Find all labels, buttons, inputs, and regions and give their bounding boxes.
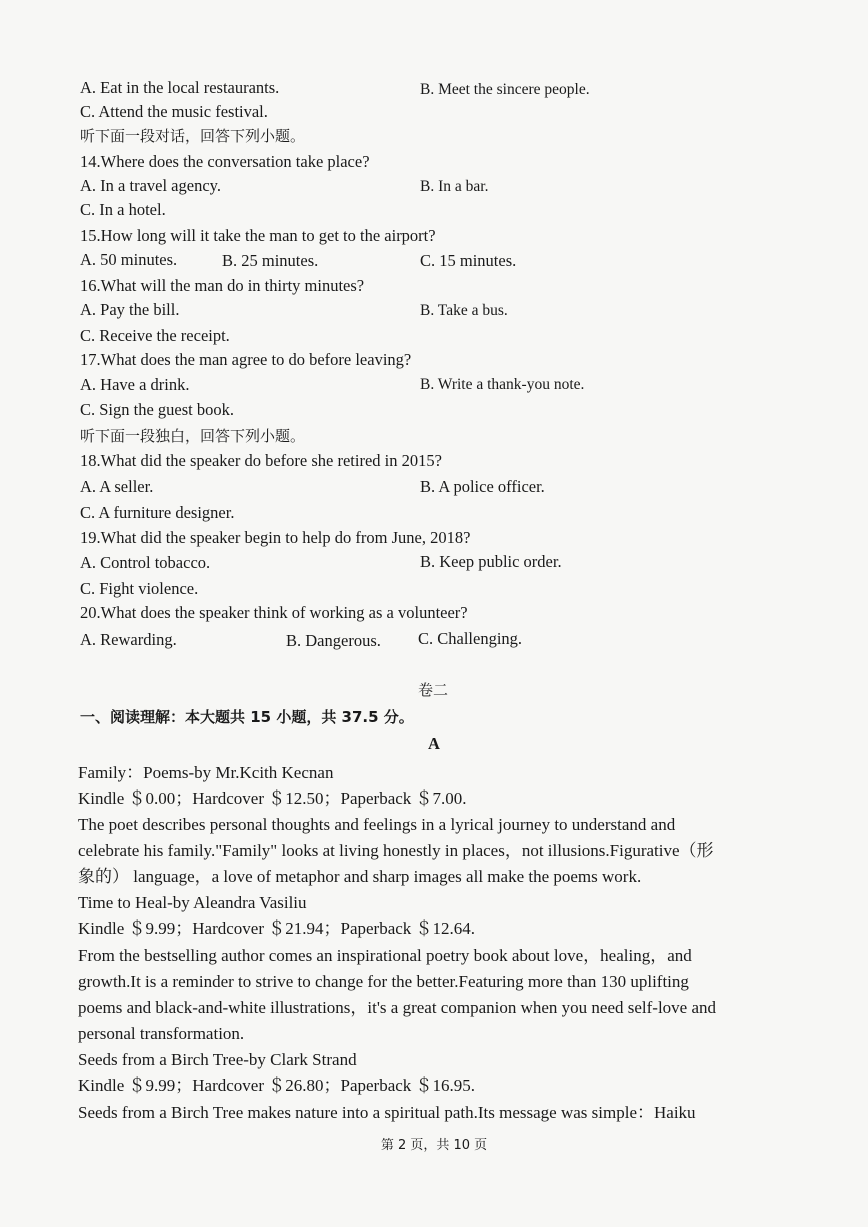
q15-option-b: B. 25 minutes. (222, 251, 319, 270)
q18-option-b: B. A police officer. (420, 477, 545, 496)
page-footer: 第 2 页，共 10 页 (380, 1138, 488, 1153)
monologue-instruction: 听下面一段独白，回答下列小题。 (80, 427, 306, 445)
q19-option-b: B. Keep public order. (420, 552, 562, 571)
book2-prices: Kindle ＄9.99；Hardcover ＄21.94；Paperback ＄12.64. (78, 919, 476, 938)
passage-letter: A (428, 734, 440, 753)
book1-prices: Kindle ＄0.00；Hardcover ＄12.50；Paperback ＄7.00. (78, 789, 467, 808)
q13-option-a: A. Eat in the local restaurants. (80, 78, 280, 97)
q15-option-c: C. 15 minutes. (420, 251, 517, 270)
book1-description-line1: The poet describes personal thoughts and feelings in a lyrical journey to understand and (78, 815, 676, 834)
book3-title: Seeds from a Birch Tree-by Clark Strand (78, 1050, 357, 1069)
q16-option-b: B. Take a bus. (420, 302, 508, 319)
reading-section-header: 一、阅读理解：本大题共 15 小题，共 37.5 分。 (80, 708, 414, 726)
q13-option-b: B. Meet the sincere people. (420, 81, 590, 98)
q16-option-a: A. Pay the bill. (80, 300, 180, 319)
q14-option-a: A. In a travel agency. (80, 176, 221, 195)
q14-option-c: C. In a hotel. (80, 200, 166, 219)
part-two-title: 卷二 (418, 681, 449, 699)
book3-description-line1: Seeds from a Birch Tree makes nature into a spiritual path.Its message was simple：Haiku (78, 1103, 696, 1122)
q14-stem: 14.Where does the conversation take place? (80, 152, 370, 171)
q14-option-b: B. In a bar. (420, 178, 489, 195)
book1-description-line3: 象的） language，a love of metaphor and sharp images all make the poems work. (78, 867, 642, 886)
q15-option-a: A. 50 minutes. (80, 250, 178, 269)
book2-description-line2: growth.It is a reminder to strive to change for the better.Featuring more than 130 uplifting (78, 972, 689, 991)
q20-option-a: A. Rewarding. (80, 630, 177, 649)
q15-stem: 15.How long will it take the man to get to the airport? (80, 226, 436, 245)
q17-option-c: C. Sign the guest book. (80, 400, 235, 419)
book2-description-line1: From the bestselling author comes an inspirational poetry book about love，healing，and (78, 946, 692, 965)
q20-stem: 20.What does the speaker think of working as a volunteer? (80, 603, 468, 622)
q19-stem: 19.What did the speaker begin to help do from June, 2018? (80, 528, 471, 547)
book2-description-line3: poems and black-and-white illustrations，it's a great companion when you need self-love and (78, 998, 717, 1017)
book2-title: Time to Heal-by Aleandra Vasiliu (78, 893, 307, 912)
q18-stem: 18.What did the speaker do before she retired in 2015? (80, 451, 442, 470)
q16-option-c: C. Receive the receipt. (80, 326, 230, 345)
q20-option-c: C. Challenging. (418, 629, 523, 648)
book1-title: Family：Poems-by Mr.Kcith Kecnan (78, 763, 334, 782)
dialog-instruction: 听下面一段对话，回答下列小题。 (80, 127, 306, 145)
book1-description-line2: celebrate his family."Family" looks at living honestly in places，not illusions.Figurative（形 (78, 841, 714, 860)
q20-option-b: B. Dangerous. (286, 631, 381, 650)
q17-option-b: B. Write a thank-you note. (420, 376, 585, 393)
q13-option-c: C. Attend the music festival. (80, 102, 268, 121)
q18-option-a: A. A seller. (80, 477, 154, 496)
q16-stem: 16.What will the man do in thirty minutes? (80, 276, 365, 295)
q19-option-a: A. Control tobacco. (80, 553, 211, 572)
q17-stem: 17.What does the man agree to do before leaving? (80, 350, 412, 369)
book2-description-line4: personal transformation. (78, 1024, 245, 1043)
q18-option-c: C. A furniture designer. (80, 503, 235, 522)
book3-prices: Kindle ＄9.99；Hardcover ＄26.80；Paperback ＄16.95. (78, 1076, 476, 1095)
q19-option-c: C. Fight violence. (80, 579, 199, 598)
q17-option-a: A. Have a drink. (80, 375, 190, 394)
